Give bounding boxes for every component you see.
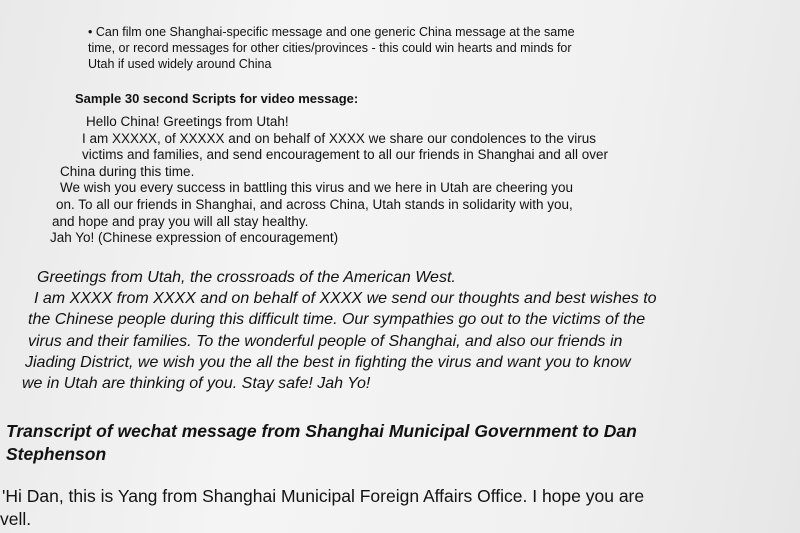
script-one-line: victims and families, and send encouragement to all our friends in Shanghai and all over (82, 147, 609, 163)
wechat-message-line: vell. (0, 509, 32, 529)
script-one-line: on. To all our friends in Shanghai, and across China, Utah stands in solidarity with you, (56, 196, 573, 212)
script-one-line: and hope and pray you will all stay healthy. (52, 213, 309, 229)
bullet-line: Utah if used widely around China (88, 57, 272, 71)
transcript-heading-line: Stephenson (6, 444, 107, 464)
script-one-line: China during this time. (60, 163, 195, 179)
bullet-paragraph (88, 24, 575, 72)
wechat-message (0, 485, 644, 531)
script-two (22, 267, 657, 394)
bullet-line: time, or record messages for other cities/provinces - this could win hearts and minds for (88, 41, 572, 55)
script-two-line: we in Utah are thinking of you. Stay safe! Jah Yo! (22, 375, 371, 393)
transcript-heading (6, 420, 637, 466)
transcript-heading-line: Transcript of wechat message from Shanghai Municipal Government to Dan (6, 421, 637, 441)
script-one-line: Jah Yo! (Chinese expression of encouragement) (50, 230, 339, 246)
wechat-message-line: 'Hi Dan, this is Yang from Shanghai Municipal Foreign Affairs Office. I hope you are (2, 486, 645, 506)
bullet-line: • Can film one Shanghai-specific message and one generic China message at the same (88, 25, 575, 39)
script-two-line: Greetings from Utah, the crossroads of the American West. (37, 269, 456, 286)
sample-scripts-heading: Sample 30 second Scripts for video message: (75, 91, 359, 106)
script-two-line: virus and their families. To the wonderful people of Shanghai, and also our friends in (28, 332, 623, 350)
script-two-line: I am XXXX from XXXX and on behalf of XXXX we send our thoughts and best wishes to (34, 290, 657, 308)
script-one (50, 114, 608, 247)
script-one-line: We wish you every success in battling this virus and we here in Utah are cheering you (60, 180, 574, 196)
script-one-line: Hello China! Greetings from Utah! (86, 114, 289, 129)
script-two-line: Jiading District, we wish you the all the best in fighting the virus and want you to know (25, 353, 631, 371)
script-two-line: the Chinese people during this difficult time. Our sympathies go out to the victims of the (28, 311, 646, 329)
script-one-line: I am XXXXX, of XXXXX and on behalf of XXXX we share our condolences to the virus (82, 130, 597, 146)
